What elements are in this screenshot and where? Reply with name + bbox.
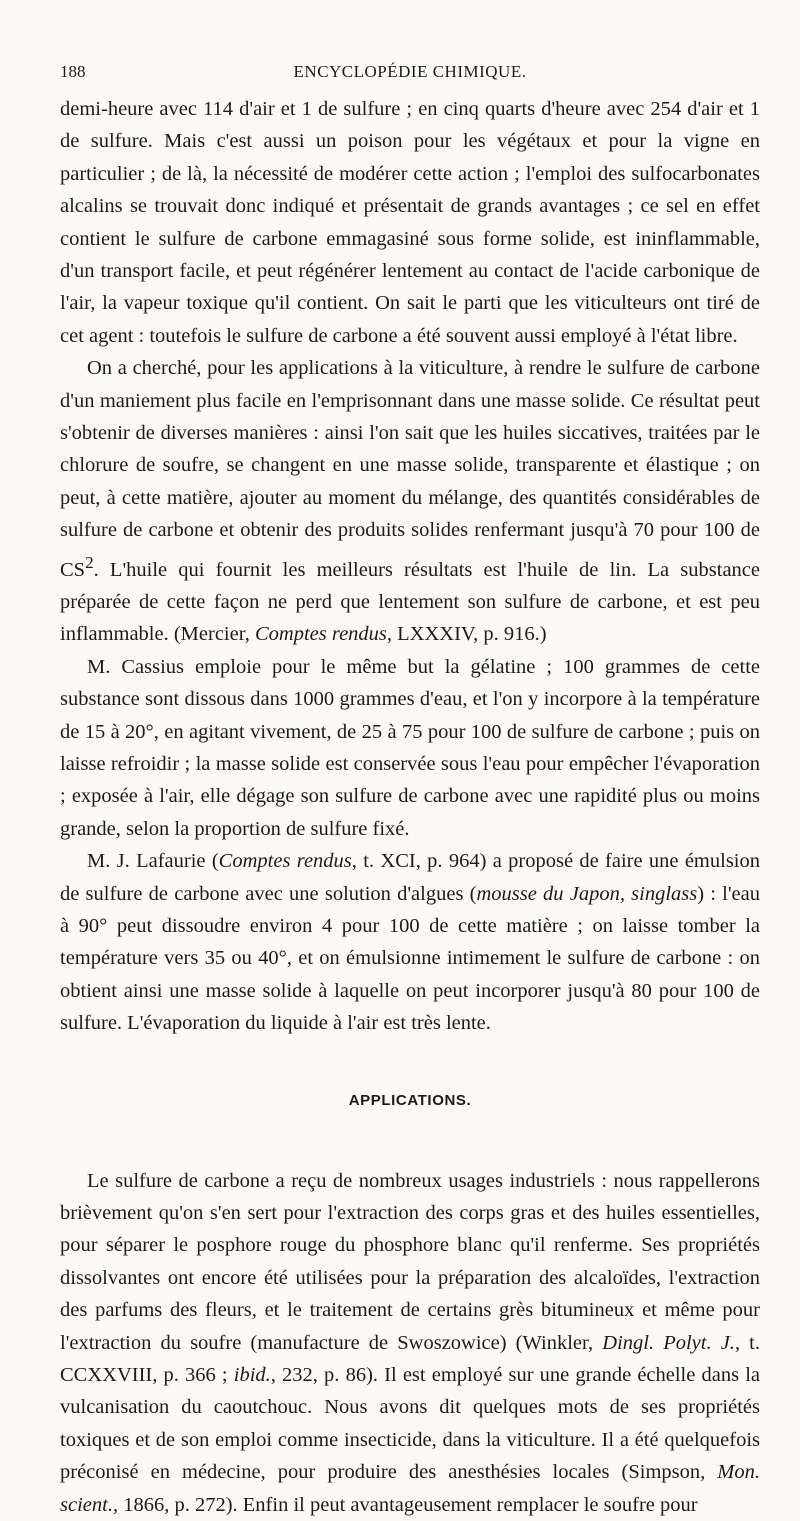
- italic-term: mousse du Japon, singlass: [476, 882, 698, 905]
- text-run: , 232, p. 86). Il est employé sur une grande échelle dans la vulcanisation du caoutchouc. Nous avons dit quelques mots de ses propriétés toxiques et de son emploi comme insecticide, dans la viticulture. Il a été quelquefois préconisé en médecine, pour produire des anesthésies locales (Simpson,: [60, 1364, 761, 1484]
- paragraph-1: demi-heure avec 114 d'air et 1 de sulfure ; en cinq quarts d'heure avec 254 d'air et 1 de sulfure. Mais c'est aussi un poison pour les végétaux et pour la vigne en particulier ; de là, la nécessité de modérer cette action ; l'emploi des sulfocarbonates alcalins se trouvait donc indiqué et présentait de grands avantages ; ce sel en effet contient le sulfure de carbone emmagasiné sous forme solide, est ininflammable, d'un transport facile, et peut régénérer lentement au contact de l'acide carbonique de l'air, la vapeur toxique qu'il contient. On sait le parti que les viticulteurs ont tiré de cet agent : toutefois le sulfure de carbone a été souvent aussi employé à l'état libre.: [60, 98, 760, 347]
- paragraph-3: M. Cassius emploie pour le même but la gélatine ; 100 grammes de cette substance sont dissous dans 1000 grammes d'eau, et l'on y incorpore à la température de 15 à 20°, en agitant vivement, de 25 à 75 pour 100 de sulfure de carbone ; puis on laisse refroidir ; la masse solide est conservée sous l'eau pour empêcher l'évaporation ; exposée à l'air, elle dégage son sulfure de carbone avec une rapidité plus ou moins grande, selon la proportion de sulfure fixé.: [60, 655, 760, 840]
- text-run: ) : l'eau à 90° peut dissoudre environ 4 pour 100 de cette matière ; on laisse tomber la température vers 35 ou 40°, et on émulsionne intimement le sulfure de carbone : on obtient ainsi une masse solide à laquelle on peut incorporer jusqu'à 80 pour 100 de sulfure. L'évaporation du liquide à l'air est très lente.: [60, 882, 760, 1035]
- text-run: , t. CCXXVIII, p. 366 ;: [60, 1331, 760, 1387]
- text-run: M. J. Lafaurie (: [87, 850, 219, 873]
- text-run: , t. XCI, p. 964) a proposé de faire une émulsion de sulfure de carbone avec une solution d'algues (: [60, 850, 760, 905]
- paragraph-2: [60, 352, 760, 650]
- superscript: 2: [85, 552, 94, 572]
- citation-title: ibid.: [233, 1364, 271, 1387]
- citation-title: Mon. scient.: [60, 1461, 760, 1516]
- text-run: . L'huile qui fournit les meilleurs résultats est l'huile de lin. La substance préparée de cette façon ne perd que lentement son sulfure de carbone, et est peu inflammable. (Mercier,: [60, 558, 760, 646]
- text-run: , 1866, p. 272). Enfin il peut avantageusement remplacer le soufre pour: [112, 1493, 698, 1516]
- body-text: [60, 93, 760, 1521]
- paragraph-5: [60, 1165, 760, 1521]
- citation-title: Comptes rendus: [254, 623, 387, 646]
- text-run: On a cherché, pour les applications à la viticulture, à rendre le sulfure de carbone d'un maniement plus facile en l'emprisonnant dans une masse solide. Ce résultat peut s'obtenir de diverses manières : ainsi l'on sait que les huiles siccatives, traitées par le chlorure de soufre, se changent en une masse solide, transparente et élastique ; on peut, à cette matière, ajouter au moment du mélange, des quantités considérables de sulfure de carbone et obtenir des produits solides renfermant jusqu'à 70 pour 100 de CS: [60, 357, 760, 581]
- page-number: 188: [60, 62, 86, 81]
- text-run: , LXXXIV, p. 916.): [386, 623, 547, 646]
- section-heading: APPLICATIONS.: [348, 1091, 472, 1109]
- paragraph-4: [60, 845, 760, 1039]
- running-title: ENCYCLOPÉDIE CHIMIQUE.: [293, 62, 527, 81]
- page-header: [60, 58, 760, 88]
- citation-title: Comptes rendus: [218, 850, 352, 873]
- text-run: Le sulfure de carbone a reçu de nombreux usages industriels : nous rappellerons brièvement qu'on s'en sert pour l'extraction des corps gras et des huiles essentielles, pour séparer le posphore rouge du phosphore blanc qu'il renferme. Ses propriétés dissolvantes ont encore été utilisées pour la préparation des alcaloïdes, l'extraction des parfums des fleurs, et le traitement de certains grès bitumineux et même pour l'extraction du soufre (manufacture de Swoszowice) (Winkler,: [60, 1169, 760, 1354]
- citation-title: Dingl. Polyt. J.: [602, 1331, 735, 1354]
